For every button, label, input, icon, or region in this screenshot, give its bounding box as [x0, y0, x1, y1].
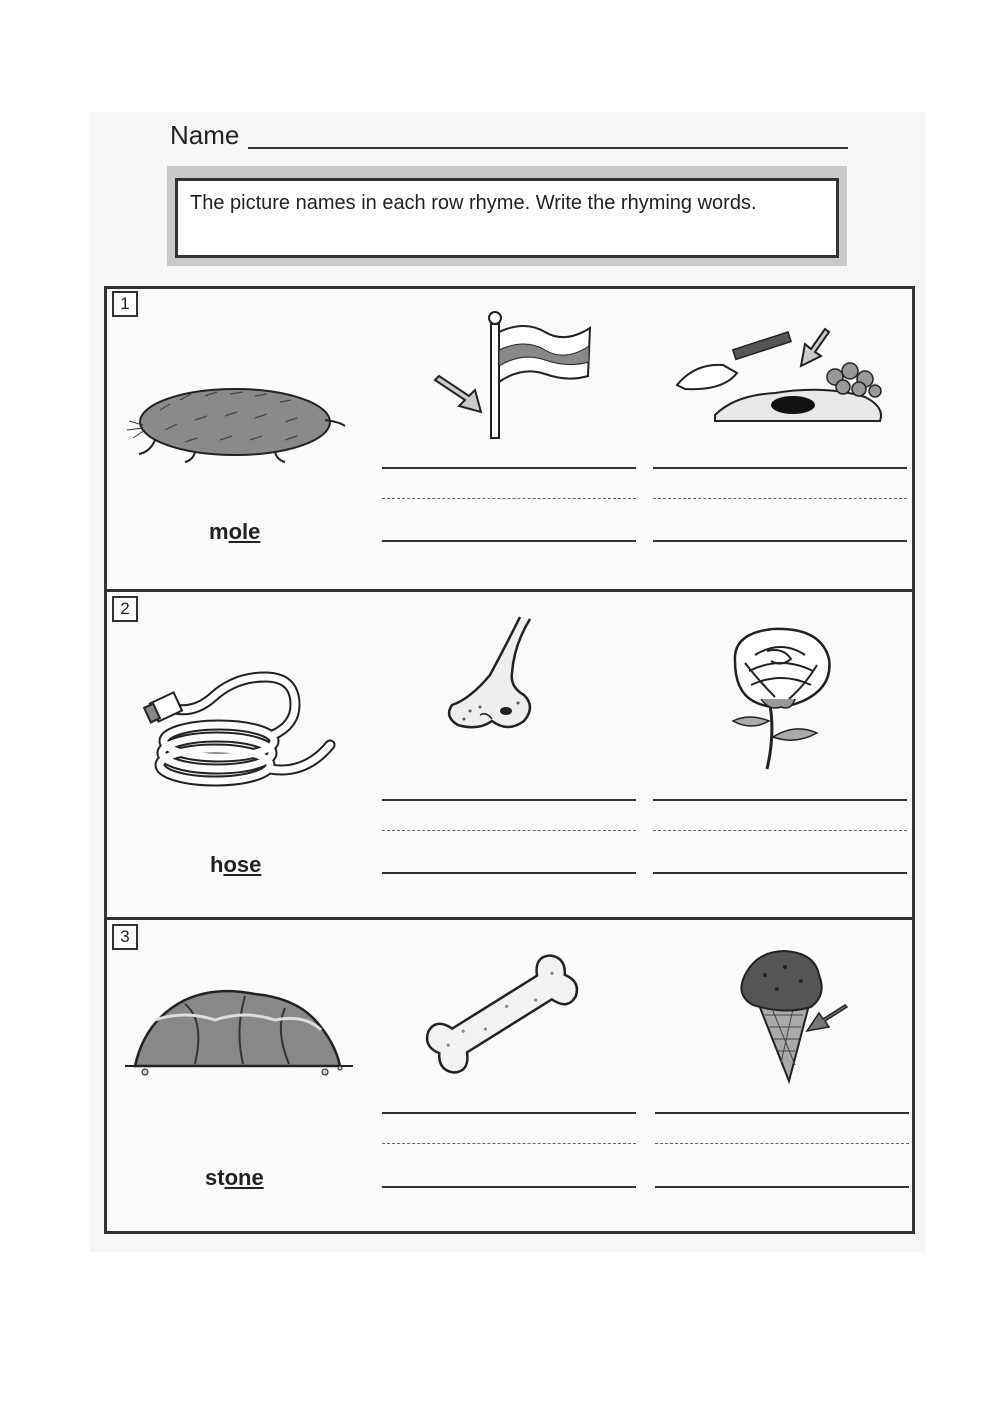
row-divider: [104, 917, 915, 920]
answer-line-top[interactable]: [653, 467, 907, 469]
hole-icon: [675, 325, 890, 430]
hose-icon: [145, 665, 340, 805]
answer-line-top[interactable]: [382, 467, 636, 469]
rose-icon: [725, 625, 840, 773]
word-mole: [209, 519, 260, 545]
name-label: Name: [170, 120, 240, 150]
answer-line-top[interactable]: [655, 1112, 909, 1114]
row-number-3: 3: [112, 924, 138, 950]
instructions-text: The picture names in each row rhyme. Write the rhyming words.: [190, 192, 757, 214]
word-rhyme-part: ose: [223, 852, 262, 877]
word-start: m: [209, 519, 229, 544]
pole-icon: [430, 310, 600, 440]
word-stone: [205, 1165, 264, 1191]
answer-line-base[interactable]: [382, 872, 636, 874]
answer-line-base[interactable]: [653, 872, 907, 874]
ice-cream-cone-icon: [715, 945, 850, 1085]
answer-line-top[interactable]: [653, 799, 907, 801]
answer-line-base[interactable]: [382, 1186, 636, 1188]
answer-line-base[interactable]: [653, 540, 907, 542]
mole-icon: [125, 380, 350, 470]
instructions-box: [175, 178, 839, 258]
word-hose: [210, 852, 261, 878]
word-start: st: [205, 1165, 225, 1190]
answer-line-base[interactable]: [382, 540, 636, 542]
answer-line-base[interactable]: [655, 1186, 909, 1188]
bone-icon: [420, 942, 585, 1087]
answer-line-mid: [382, 498, 636, 499]
answer-line-mid: [382, 830, 636, 831]
answer-line-top[interactable]: [382, 799, 636, 801]
word-start: h: [210, 852, 224, 877]
word-rhyme-part: ole: [228, 519, 261, 544]
nose-icon: [440, 615, 535, 745]
name-write-line[interactable]: [248, 147, 848, 149]
answer-line-mid: [382, 1143, 636, 1144]
answer-line-mid: [653, 498, 907, 499]
row-number-1: 1: [112, 291, 138, 317]
answer-line-mid: [655, 1143, 909, 1144]
stone-icon: [125, 980, 355, 1080]
answer-line-top[interactable]: [382, 1112, 636, 1114]
word-rhyme-part: one: [224, 1165, 264, 1190]
row-number-2: 2: [112, 596, 138, 622]
row-divider: [104, 589, 915, 592]
answer-line-mid: [653, 830, 907, 831]
